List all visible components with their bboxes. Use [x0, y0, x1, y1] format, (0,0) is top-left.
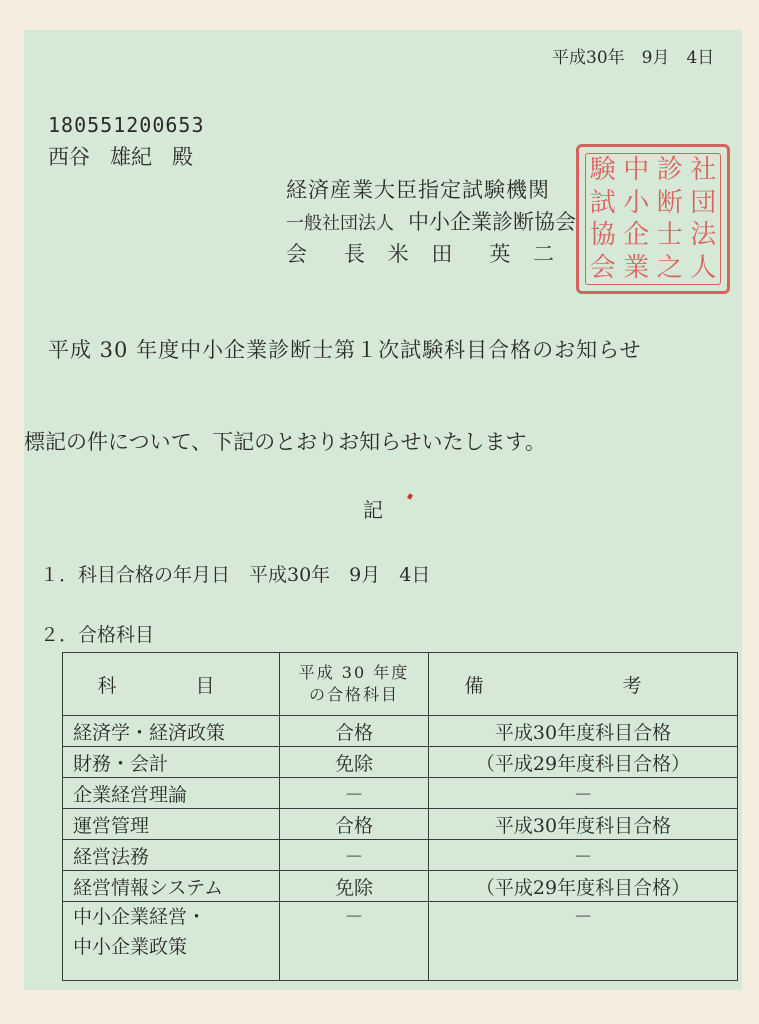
- note-cell: 平成30年度科目合格: [429, 809, 738, 840]
- official-seal: [576, 144, 730, 294]
- table-row: [63, 871, 738, 902]
- seal-character: 業: [623, 252, 650, 283]
- header-year-line1: 平成 30 年度: [298, 662, 410, 682]
- table-row: [63, 902, 738, 981]
- table-row: [63, 840, 738, 871]
- seal-character: 断: [656, 187, 683, 218]
- subject-line2: 中小企業政策: [73, 936, 188, 959]
- seal-character: 験: [589, 155, 616, 186]
- recipient-name: [48, 147, 213, 168]
- subject-cell: 企業経営理論: [63, 778, 280, 809]
- result-cell: 免除: [280, 747, 429, 778]
- recipient-honorific: 殿: [172, 145, 193, 169]
- subject-cell: 経営情報システム: [63, 871, 280, 902]
- issuer-corporation-type: 一般社団法人: [286, 213, 394, 234]
- header-year-line2: の合格科目: [308, 685, 399, 704]
- result-cell: －: [280, 778, 429, 809]
- table-row: [63, 778, 738, 809]
- header-note: 備 考: [429, 653, 738, 716]
- seal-character: 社: [690, 155, 717, 186]
- table-header-row: [63, 653, 738, 716]
- subject-cell: [63, 902, 280, 981]
- result-cell: 合格: [280, 809, 429, 840]
- result-cell: －: [280, 840, 429, 871]
- pass-date-item: １．科目合格の年月日 平成30年 9月 4日: [40, 564, 431, 586]
- subject-cell: 経済学・経済政策: [63, 716, 280, 747]
- table-row: [63, 716, 738, 747]
- seal-character: 診: [656, 155, 683, 186]
- table-row: [63, 747, 738, 778]
- passed-subjects-item: ２．合格科目: [40, 624, 155, 646]
- issuer-designation: 経済産業大臣指定試験機関: [286, 178, 550, 202]
- result-cell: 合格: [280, 716, 429, 747]
- seal-character: 中: [623, 155, 650, 186]
- table-row: [63, 809, 738, 840]
- seal-character: 会: [589, 252, 616, 283]
- subject-line1: 中小企業経営・: [73, 906, 207, 928]
- header-year-result: [280, 653, 429, 716]
- seal-character: 試: [589, 187, 616, 218]
- seal-character: 団: [690, 187, 717, 218]
- recipient-given-name: 雄紀: [110, 145, 152, 169]
- subject-cell: 運営管理: [63, 809, 280, 840]
- result-cell: 免除: [280, 871, 429, 902]
- subject-cell: 財務・会計: [63, 747, 280, 778]
- note-cell: （平成29年度科目合格）: [429, 871, 738, 902]
- issue-date: 平成30年 9月 4日: [552, 48, 715, 68]
- ki-label: 記: [363, 498, 383, 522]
- recipient-family-name: 西谷: [48, 145, 90, 169]
- note-cell: 平成30年度科目合格: [429, 716, 738, 747]
- seal-character: 企: [623, 220, 650, 251]
- result-cell: －: [280, 902, 429, 981]
- issuer-chairman: 会 長 米 田 英 二: [286, 242, 563, 266]
- note-cell: （平成29年度科目合格）: [429, 747, 738, 778]
- issuer-organization-name: 中小企業診断協会: [408, 210, 576, 234]
- note-cell: －: [429, 902, 738, 981]
- issuer-organization: [286, 212, 576, 233]
- seal-character: 法: [690, 220, 717, 251]
- seal-character: 之: [656, 252, 683, 283]
- header-subject: 科 目: [63, 653, 280, 716]
- seal-character: 協: [589, 220, 616, 251]
- note-cell: －: [429, 778, 738, 809]
- seal-character: 小: [623, 187, 650, 218]
- notice-heading: 平成 30 年度中小企業診断士第１次試験科目合格のお知らせ: [48, 338, 642, 362]
- document-number: 180551200653: [48, 113, 205, 137]
- intro-text: 標記の件について、下記のとおりお知らせいたします。: [24, 430, 546, 454]
- subject-cell: 経営法務: [63, 840, 280, 871]
- seal-character: 人: [690, 252, 717, 283]
- subjects-table: [62, 652, 738, 981]
- seal-characters: [585, 153, 721, 285]
- note-cell: －: [429, 840, 738, 871]
- seal-character: 士: [656, 220, 683, 251]
